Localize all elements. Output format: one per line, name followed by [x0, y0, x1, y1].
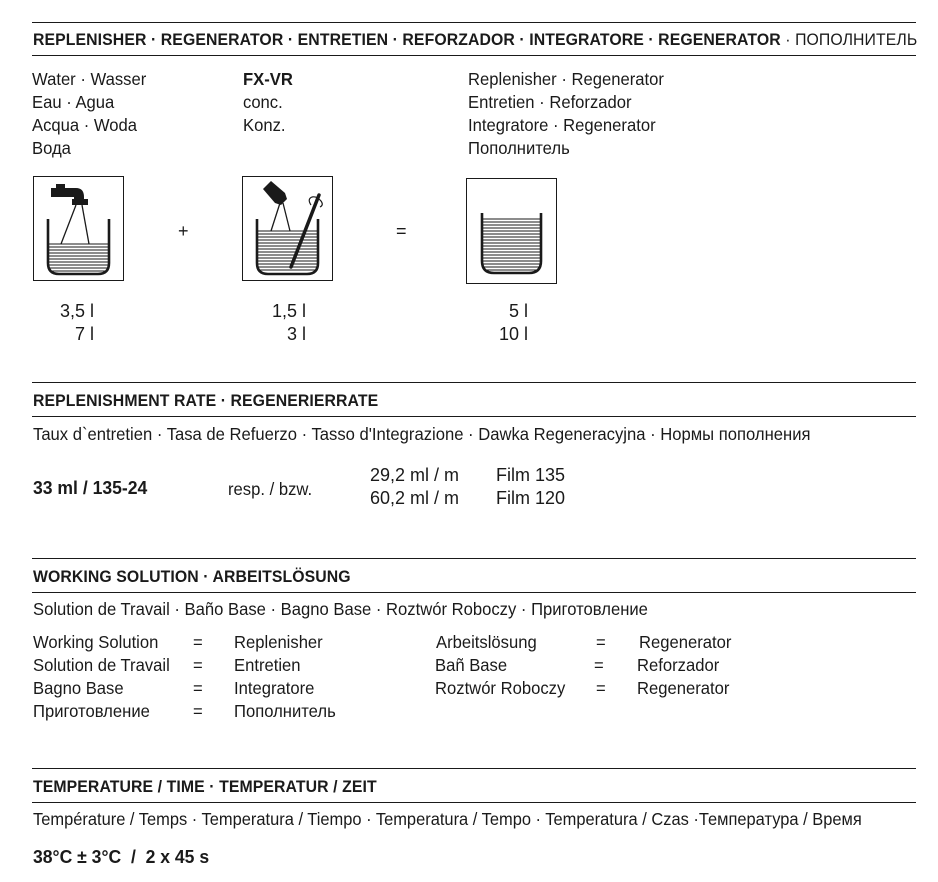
concentrate-bottle-icon	[242, 176, 333, 281]
section-rule	[32, 382, 916, 383]
result-label: Replenisher · Regenerator	[468, 69, 664, 89]
rate-heading: REPLENISHMENT RATE · REGENERIERRATE	[33, 391, 379, 410]
concentrate-name: FX-VR	[243, 69, 293, 89]
water-tap-icon	[33, 176, 124, 281]
replenisher-heading-bold: REPLENISHER · REGENERATOR · ENTRETIEN · REFORZADOR · INTEGRATORE · REGENERATOR	[33, 30, 781, 49]
solution-lines	[253, 231, 323, 270]
result-qty-value: 5 l	[508, 301, 528, 321]
working-eq: =	[193, 632, 203, 652]
working-eq: =	[596, 678, 606, 698]
water-qty-value: 7 l	[74, 324, 94, 344]
working-value: Replenisher	[234, 632, 323, 652]
rate-film-type: Film 135	[496, 465, 566, 485]
working-eq: =	[193, 678, 203, 698]
working-row	[33, 701, 150, 722]
result-label: Integratore · Regenerator	[468, 115, 656, 135]
result-label: Entretien · Reforzador	[468, 92, 632, 112]
temperature-heading: TEMPERATURE / TIME · TEMPERATUR / ZEIT	[33, 777, 377, 796]
concentrate-qty-value: 3 l	[286, 324, 306, 344]
concentrate-label: conc.	[243, 92, 283, 112]
working-eq: =	[193, 655, 203, 675]
replenisher-tank-icon	[466, 178, 557, 284]
section-rule	[32, 592, 916, 593]
result-quantity	[480, 300, 528, 346]
concentrate-label: Konz.	[243, 115, 286, 135]
section-rule-top	[32, 22, 916, 23]
working-term: Bañ Base	[435, 655, 508, 675]
water-label: Eau · Agua	[32, 92, 115, 112]
concentrate-labels	[243, 68, 293, 137]
section-rule	[32, 416, 916, 417]
section-rule	[32, 55, 916, 56]
rate-subtitle: Taux d`entretien · Tasa de Refuerzo · Tasso d'Integrazione · Dawka Regeneracyjna · Нормы пополнения	[33, 424, 811, 444]
section-rule	[32, 802, 916, 803]
result-label: Пополнитель	[468, 138, 570, 158]
water-labels	[32, 68, 146, 160]
result-qty-value: 10 l	[498, 324, 528, 344]
replenisher-heading-russian: · ПОПОЛНИТЕЛЬ	[780, 30, 918, 49]
working-term: Solution de Travail	[33, 655, 170, 675]
result-labels	[468, 68, 664, 160]
equals-sign: =	[396, 221, 407, 241]
working-value: Entretien	[234, 655, 301, 675]
water-label: Water · Wasser	[32, 69, 147, 89]
rate-row	[370, 464, 565, 487]
working-term: Приготовление	[33, 701, 150, 721]
water-label: Вода	[32, 138, 71, 158]
working-eq: =	[594, 655, 604, 675]
rate-film-type: Film 120	[496, 488, 566, 508]
working-term: Working Solution	[33, 632, 159, 652]
temperature-value: 38°C ± 3°C / 2 x 45 s	[33, 846, 210, 867]
working-heading: WORKING SOLUTION · ARBEITSLÖSUNG	[33, 567, 351, 586]
water-label: Acqua · Woda	[32, 115, 138, 135]
working-eq: =	[596, 632, 606, 652]
working-value: Integratore	[234, 678, 315, 698]
working-value: Regenerator	[637, 678, 730, 698]
water-lines	[44, 244, 114, 271]
section-rule	[32, 768, 916, 769]
rate-per-meter	[370, 464, 565, 510]
rate-per-meter-value: 60,2 ml / m	[370, 488, 460, 508]
working-row	[33, 678, 124, 699]
working-value: Regenerator	[639, 632, 732, 652]
rate-row	[370, 487, 565, 510]
working-term: Bagno Base	[33, 678, 124, 698]
replenisher-lines	[477, 219, 547, 270]
working-row	[33, 655, 170, 676]
rate-main-value: 33 ml / 135-24	[33, 477, 148, 498]
rate-resp-label: resp. / bzw.	[228, 479, 313, 499]
concentrate-quantity	[250, 300, 306, 346]
temperature-subtitle: Température / Temps · Temperatura / Tiempo · Temperatura / Tempo · Temperatura / Czas ·Температура / Время	[33, 809, 862, 829]
working-value: Reforzador	[637, 655, 720, 675]
working-term: Arbeitslösung	[436, 632, 537, 652]
water-qty-value: 3,5 l	[59, 301, 94, 321]
working-eq: =	[193, 701, 203, 721]
replenisher-heading	[33, 30, 917, 50]
working-row	[33, 632, 158, 653]
working-value: Пополнитель	[234, 701, 336, 721]
plus-sign: +	[178, 221, 189, 241]
section-rule	[32, 558, 916, 559]
concentrate-qty-value: 1,5 l	[271, 301, 306, 321]
rate-per-meter-value: 29,2 ml / m	[370, 465, 460, 485]
working-subtitle: Solution de Travail · Baño Base · Bagno Base · Roztwór Roboczy · Приготовление	[33, 599, 648, 619]
working-term: Roztwór Roboczy	[435, 678, 566, 698]
water-quantity	[40, 300, 94, 346]
